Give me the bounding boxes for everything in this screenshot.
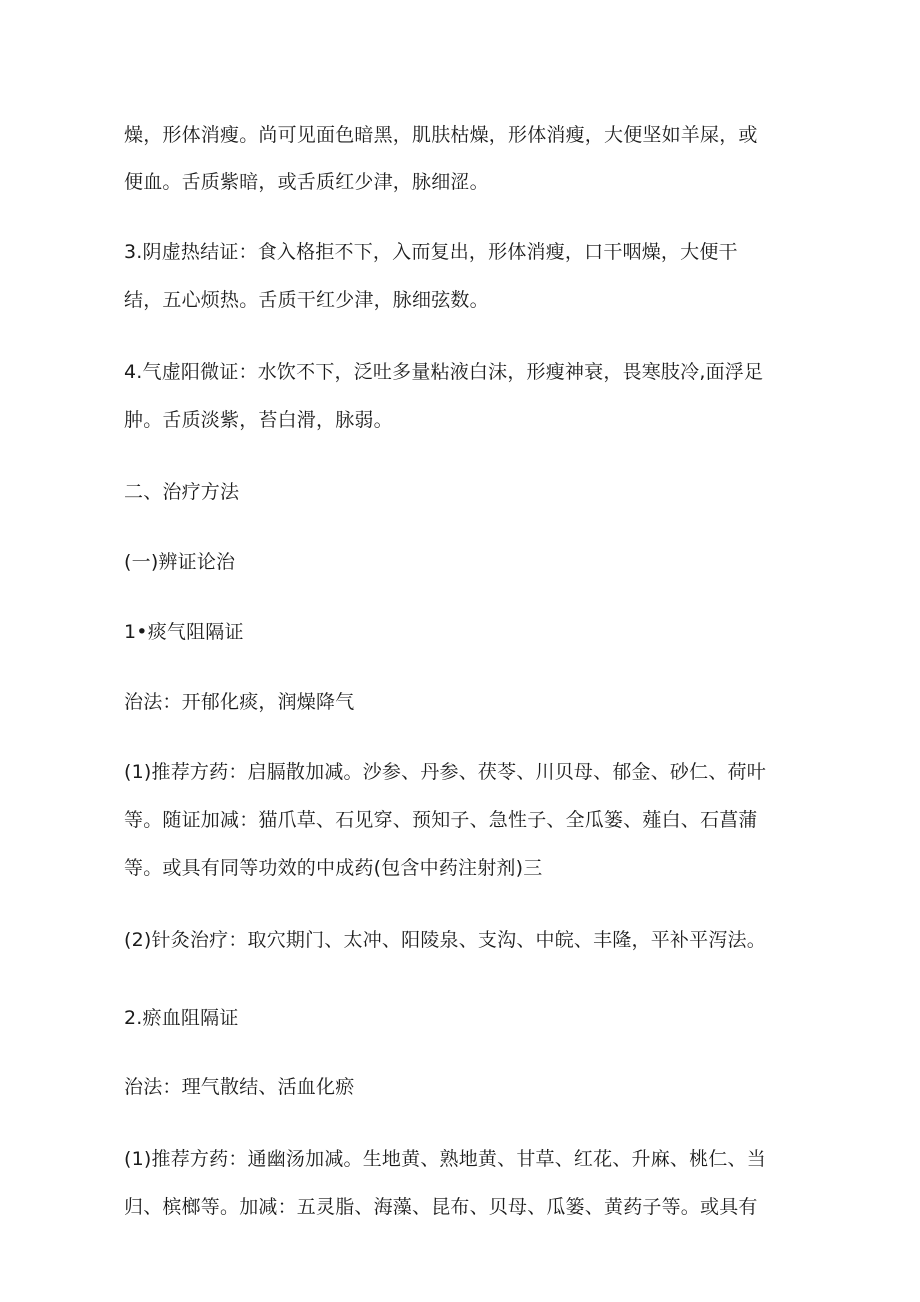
item-heading: 1•痰气阻隔证	[124, 621, 244, 643]
text-line: 结，五心烦热。舌质干红少津，脉细弦数。	[124, 289, 489, 311]
subsection-heading: (一)辨证论治	[124, 551, 236, 573]
text-line: (1)推荐方药：通幽汤加减。生地黄、熟地黄、甘草、红花、升麻、桃仁、当	[124, 1148, 766, 1170]
text-line: 治法：开郁化痰，润燥降气	[124, 691, 355, 713]
text-line: 等。或具有同等功效的中成药(包含中药注射剂)三	[124, 857, 543, 879]
text-line: 归、槟榔等。加减：五灵脂、海藻、昆布、贝母、瓜篓、黄药子等。或具有	[124, 1196, 758, 1218]
text-line: (2)针灸治疗：取穴期门、太冲、阳陵泉、支沟、中皖、丰隆，平补平泻法。	[124, 929, 766, 951]
text-line: 4.气虚阳微证：水饮不下，泛吐多量粘液白沫，形瘦神衰，畏寒肢冷,面浮足	[124, 361, 764, 383]
text-line: 3.阴虚热结证：食入格拒不下，入而复出，形体消瘦，口干咽燥，大便干	[124, 241, 738, 263]
section-heading: 二、治疗方法	[124, 481, 240, 503]
text-line: 燥，形体消瘦。尚可见面色暗黑，肌肤枯燥，形体消瘦，大便坚如羊屎，或	[124, 124, 758, 146]
text-line: 治法：理气散结、活血化瘀	[124, 1076, 355, 1098]
text-line: (1)推荐方药：启膈散加减。沙参、丹参、茯苓、川贝母、郁金、砂仁、荷叶	[124, 761, 766, 783]
text-line: 便血。舌质紫暗，或舌质红少津，脉细涩。	[124, 171, 489, 193]
item-heading: 2.瘀血阻隔证	[124, 1007, 239, 1029]
text-line: 等。随证加减：猫爪草、石见穿、预知子、急性子、全瓜篓、薤白、石菖蒲	[124, 809, 758, 831]
text-line: 肿。舌质淡紫，苔白滑，脉弱。	[124, 409, 393, 431]
